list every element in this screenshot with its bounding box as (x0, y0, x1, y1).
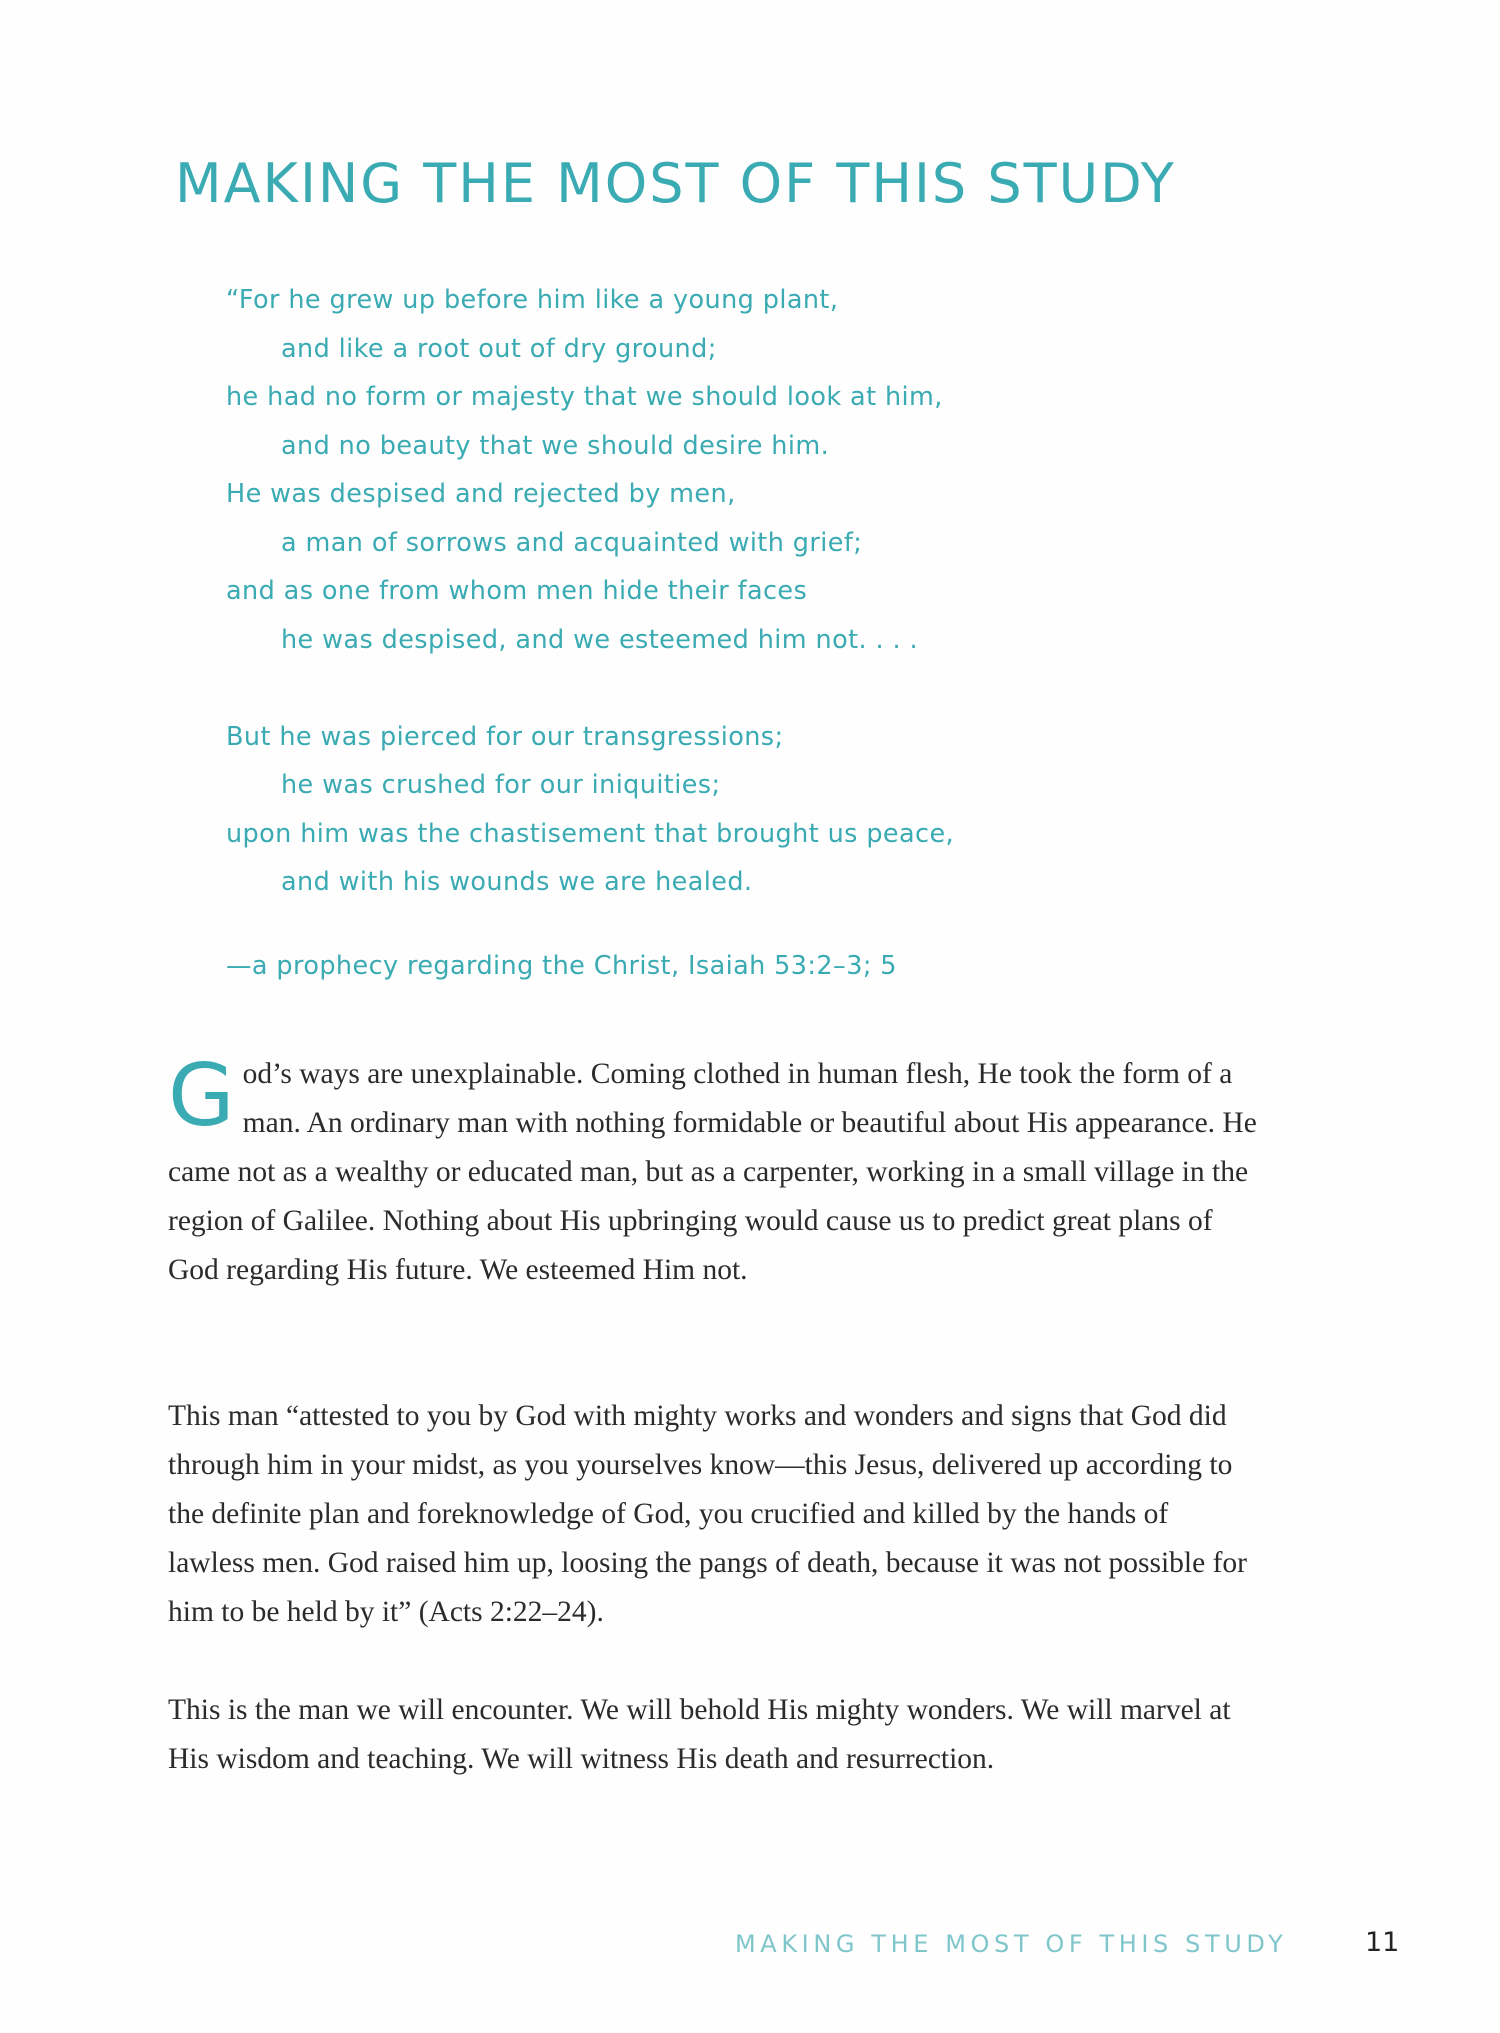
body-paragraph-2: This man “attested to you by God with mighty works and wonders and signs that God did through him in your midst, as you yourselves know—this Jesus, delivered up according to the definite plan and foreknowledge of God, you crucified and killed by the hands of lawless men. God raised him up, loosing the pangs of death, because it was not possible for him to be held by it” (Acts 2:22–24). (168, 1400, 1247, 1628)
poem-line: and with his wounds we are healed. (281, 867, 753, 897)
epigraph-poem (226, 276, 1226, 907)
poem-line: and like a root out of dry ground; (281, 333, 717, 364)
poem-line: But he was pierced for our transgressions; (226, 721, 784, 752)
poem-line: a man of sorrows and acquainted with grief; (281, 527, 863, 558)
poem-line: and no beauty that we should desire him. (281, 430, 830, 461)
page-number: 11 (1365, 1927, 1400, 1958)
running-footer: MAKING THE MOST OF THIS STUDY (735, 1930, 1288, 1958)
poem-line: he was crushed for our iniquities; (281, 770, 721, 800)
poem-line: upon him was the chastisement that brought us peace, (226, 818, 955, 849)
body-paragraph-3: This is the man we will encounter. We will behold His mighty wonders. We will marvel at His wisdom and teaching. We will witness His death and resurrection. (168, 1694, 1231, 1775)
paragraph-text: od’s ways are unexplainable. Coming clothed in human flesh, He took the form of a man. An ordinary man with nothing formidable or beautiful about His appearance. He came not as a wealthy or educated man, but as a carpenter, working in a small village in the region of Galilee. Nothing about His upbringing would cause us to predict great plans of God regarding His future. We esteemed Him not. (168, 1058, 1257, 1286)
poem-line: and as one from whom men hide their faces (226, 576, 808, 606)
body-paragraph-1 (168, 1046, 1258, 1295)
page-title: MAKING THE MOST OF THIS STUDY (175, 152, 1176, 215)
epigraph-attribution: —a prophecy regarding the Christ, Isaiah 53:2–3; 5 (226, 951, 897, 981)
poem-line: he had no form or majesty that we should look at him, (226, 382, 943, 412)
stanza-break (226, 664, 1226, 713)
poem-line: He was despised and rejected by men, (226, 479, 736, 509)
drop-cap: G (168, 1046, 235, 1146)
poem-line: “For he grew up before him like a young plant, (226, 285, 839, 315)
poem-line: he was despised, and we esteemed him not. . . . (281, 624, 919, 655)
